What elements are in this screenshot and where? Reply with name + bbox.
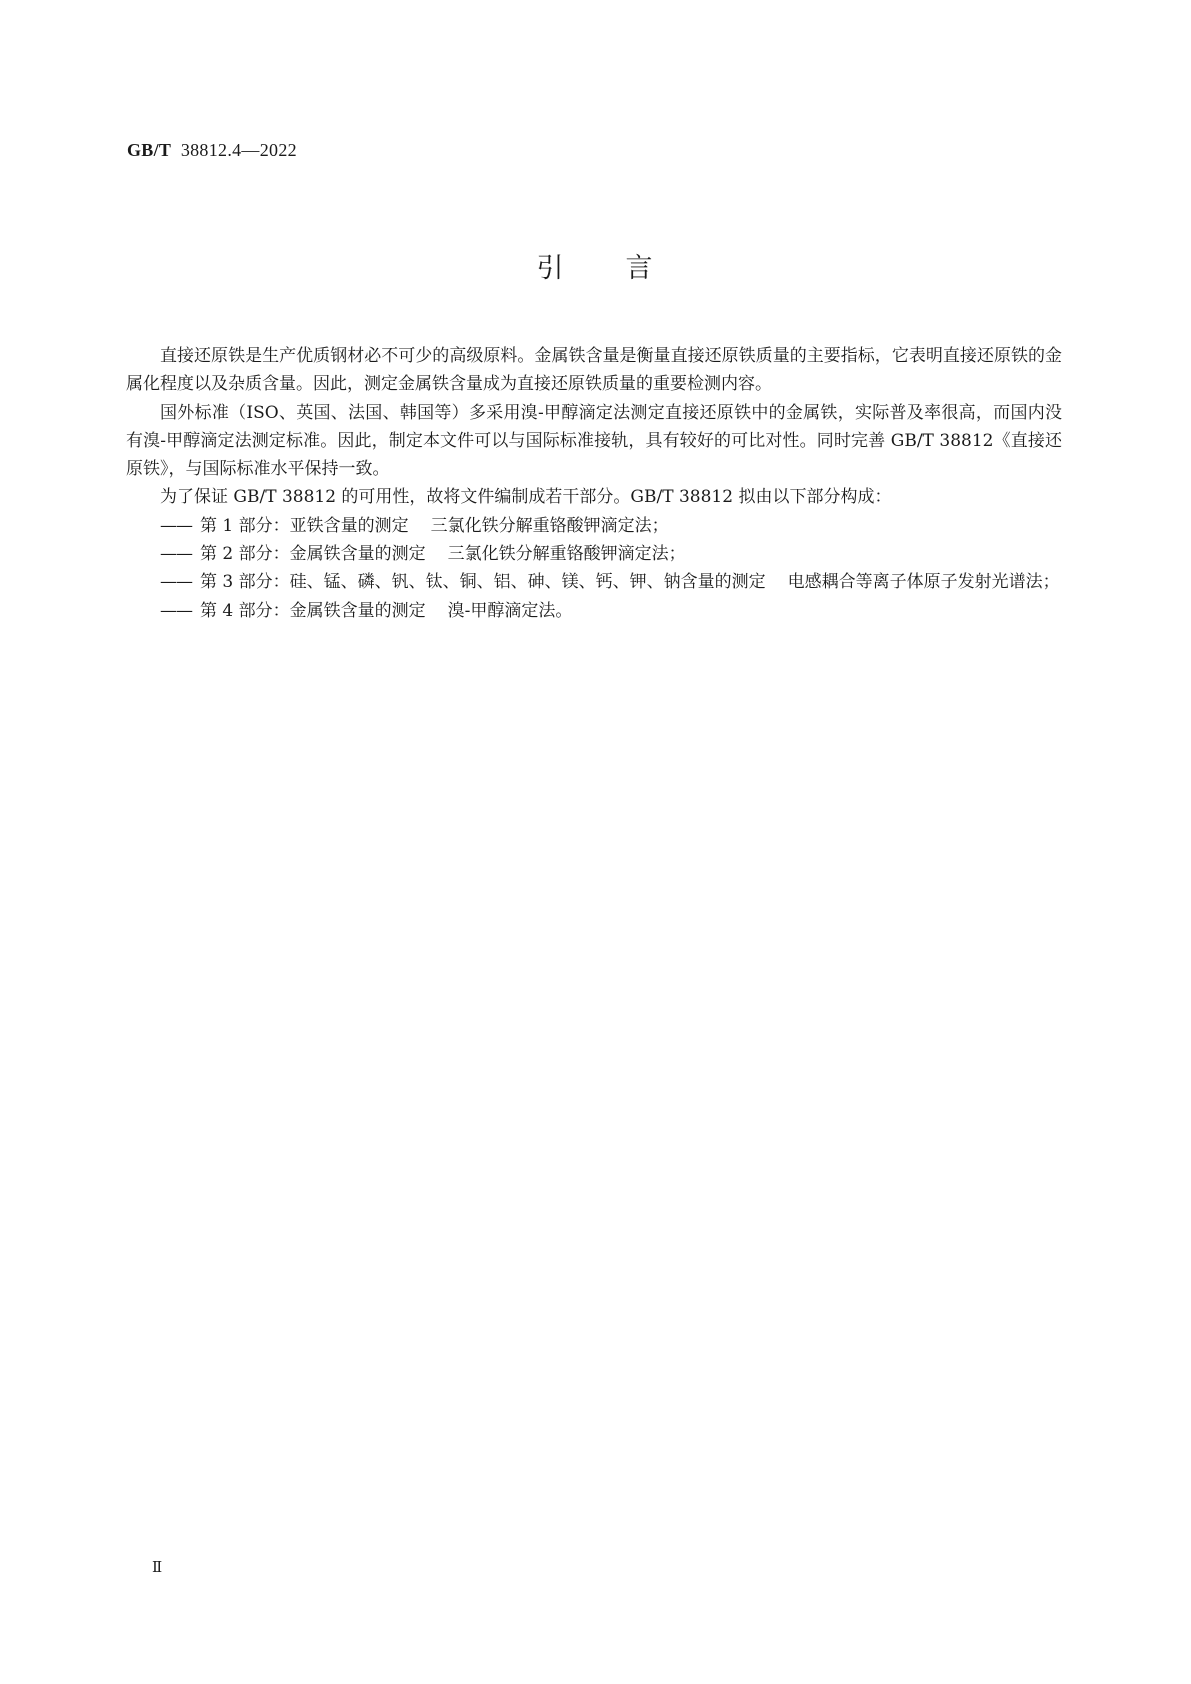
list-dash: —— — [160, 515, 192, 536]
part-method: 溴-甲醇滴定法。 — [447, 600, 573, 621]
part-method: 三氯化铁分解重铬酸钾滴定法； — [447, 544, 686, 565]
part-title: 第 2 部分：金属铁含量的测定 — [200, 544, 426, 565]
list-item — [126, 597, 1062, 625]
standard-code — [127, 140, 297, 161]
page-title — [0, 246, 1191, 285]
parts-list — [126, 512, 1062, 625]
list-dash: —— — [160, 600, 192, 621]
list-dash: —— — [160, 544, 192, 565]
title-char-1: 引 — [536, 253, 566, 284]
paragraph: 直接还原铁是生产优质钢材必不可少的高级原料。金属铁含量是衡量直接还原铁质量的主要指标，它表明直接还原铁的金属化程度以及杂质含量。因此，测定金属铁含量成为直接还原铁质量的重要检测内容。 — [126, 346, 1062, 395]
standard-prefix: GB/T — [127, 140, 172, 160]
list-item — [126, 512, 1062, 540]
part-title: 第 4 部分：金属铁含量的测定 — [200, 600, 426, 621]
paragraph: 国外标准（ISO、英国、法国、韩国等）多采用溴-甲醇滴定法测定直接还原铁中的金属铁，实际普及率很高，而国内没有溴-甲醇滴定法测定标准。因此，制定本文件可以与国际标准接轨，具有较好的可比对性。同时完善 GB/T 38812《直接还原铁》，与国际标准水平保持一致。 — [126, 402, 1062, 480]
standard-number: 38812.4—2022 — [180, 140, 297, 160]
part-title: 第 1 部分：亚铁含量的测定 — [200, 515, 409, 536]
paragraph: 为了保证 GB/T 38812 的可用性，故将文件编制成若干部分。GB/T 38812 拟由以下部分构成： — [160, 487, 892, 508]
page-number: Ⅱ — [152, 1560, 163, 1576]
part-method: 三氯化铁分解重铬酸钾滴定法； — [430, 515, 669, 536]
title-char-2: 言 — [625, 253, 655, 284]
part-method: 电感耦合等离子体原子发射光谱法； — [787, 572, 1060, 593]
introduction-body — [126, 342, 1062, 625]
part-title: 第 3 部分：硅、锰、磷、钒、钛、铜、铝、砷、镁、钙、钾、钠含量的测定 — [200, 572, 766, 593]
list-dash: —— — [160, 572, 192, 593]
list-item — [126, 540, 1062, 568]
list-item — [126, 568, 1062, 596]
